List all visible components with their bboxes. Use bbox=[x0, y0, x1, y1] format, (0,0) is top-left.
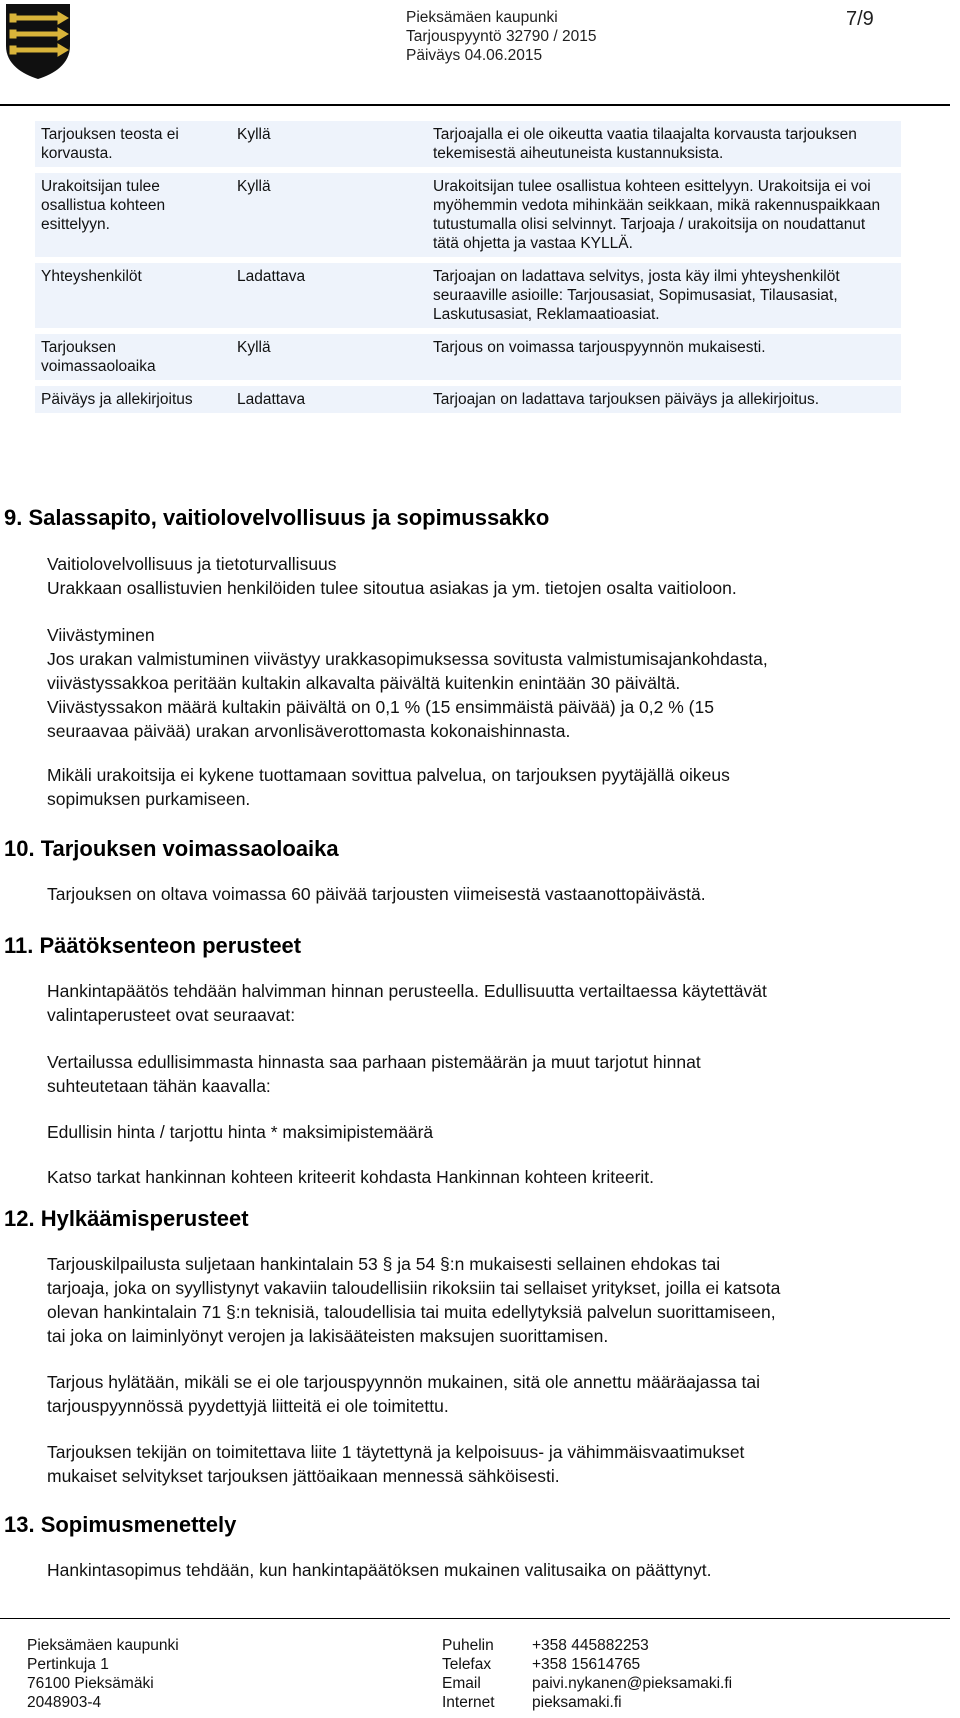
footer-business-id: 2048903-4 bbox=[27, 1694, 102, 1711]
footer-organization: Pieksämäen kaupunki bbox=[27, 1637, 179, 1654]
table-cell-description: Tarjous on voimassa tarjouspyynnön mukaisesti. bbox=[433, 339, 766, 356]
paragraph-line: Tarjouksen tekijän on toimitettava liite 1 täytettynä ja kelpoisuus- ja vähimmäisvaatimukset bbox=[47, 1442, 745, 1462]
paragraph-line: suhteutetaan tähän kaavalla: bbox=[47, 1076, 271, 1096]
paragraph-line: olevan hankintalain 71 §:n teknisiä, taloudellisia tai muita edellytyksiä palvelun suorittamiseen, bbox=[47, 1302, 776, 1322]
table-cell-type: Kyllä bbox=[237, 126, 271, 143]
section-12-paragraph-3 bbox=[47, 1440, 937, 1488]
table-row bbox=[35, 386, 901, 413]
paragraph-line: Jos urakan valmistuminen viivästyy urakkasopimuksessa sovitusta valmistumisajankohdasta, bbox=[47, 649, 768, 669]
section-9-heading: 9. Salassapito, vaitiolovelvollisuus ja sopimussakko bbox=[4, 505, 550, 530]
table-cell-type: Ladattava bbox=[237, 268, 306, 285]
section-11-paragraph-3 bbox=[47, 1165, 937, 1189]
footer-label-phone: Puhelin bbox=[442, 1637, 494, 1654]
paragraph-line: Tarjouksen on oltava voimassa 60 päivää tarjousten viimeisestä vastaanottopäivästä. bbox=[47, 884, 706, 904]
paragraph-line: Mikäli urakoitsija ei kykene tuottamaan sovittua palvelua, on tarjouksen pyytäjällä oikeus bbox=[47, 765, 730, 785]
table-row bbox=[35, 121, 901, 167]
table-cell-description: Tarjoajan on ladattava selvitys, josta käy ilmi yhteyshenkilöt seuraaville asioille: Tarjousasiat, Sopimusasiat, Tilausasiat, Laskutusasiat, Reklamaatioasiat. bbox=[433, 268, 840, 323]
section-9-delay-paragraph bbox=[47, 623, 937, 743]
footer-phone: +358 445882253 bbox=[532, 1637, 649, 1654]
footer-divider bbox=[0, 1618, 950, 1619]
city-crest-logo bbox=[4, 2, 72, 80]
section-9-termination-paragraph bbox=[47, 763, 937, 811]
footer-street: Pertinkuja 1 bbox=[27, 1656, 109, 1673]
document-header bbox=[406, 8, 596, 65]
footer-label-internet: Internet bbox=[442, 1694, 495, 1711]
section-11-paragraph-2 bbox=[47, 1050, 937, 1098]
table-cell-requirement: Tarjouksen teosta ei korvausta. bbox=[41, 126, 179, 162]
footer-contact-labels bbox=[442, 1636, 495, 1712]
page-number: 7/9 bbox=[846, 8, 874, 30]
section-11-paragraph-1 bbox=[47, 979, 937, 1027]
table-cell-requirement: Tarjouksen voimassaoloaika bbox=[41, 339, 156, 375]
requirements-table bbox=[35, 121, 901, 419]
footer-label-fax: Telefax bbox=[442, 1656, 492, 1673]
paragraph-line: Viivästyssakon määrä kultakin päivältä on 0,1 % (15 ensimmäistä päivää) ja 0,2 % (15 bbox=[47, 697, 714, 717]
header-organization: Pieksämäen kaupunki bbox=[406, 9, 558, 26]
footer-website-link[interactable]: pieksamaki.fi bbox=[532, 1694, 622, 1711]
table-cell-type: Kyllä bbox=[237, 178, 271, 195]
table-row bbox=[35, 173, 901, 257]
table-cell-requirement: Päiväys ja allekirjoitus bbox=[41, 391, 193, 408]
paragraph-line: Edullisin hinta / tarjottu hinta * maksimipistemäärä bbox=[47, 1122, 434, 1142]
paragraph-line: Vaitiolovelvollisuus ja tietoturvallisuus bbox=[47, 554, 337, 574]
table-cell-requirement: Urakoitsijan tulee osallistua kohteen esittelyyn. bbox=[41, 178, 166, 233]
paragraph-line: Hankintasopimus tehdään, kun hankintapäätöksen mukainen valitusaika on päättynyt. bbox=[47, 1560, 712, 1580]
paragraph-line: tarjouspyynnössä pyydettyjä liitteitä ei ole toimitettu. bbox=[47, 1396, 449, 1416]
paragraph-line: valintaperusteet ovat seuraavat: bbox=[47, 1005, 296, 1025]
paragraph-line: tai joka on laiminlyönyt verojen ja lakisääteisten maksujen suorittamisen. bbox=[47, 1326, 609, 1346]
footer-address bbox=[27, 1636, 179, 1712]
footer-postal: 76100 Pieksämäki bbox=[27, 1675, 154, 1692]
table-row bbox=[35, 263, 901, 328]
header-date: Päiväys 04.06.2015 bbox=[406, 47, 543, 64]
paragraph-line: viivästyssakkoa peritään kultakin alkavalta päivältä kuitenkin enintään 30 päivältä. bbox=[47, 673, 681, 693]
section-13-heading: 13. Sopimusmenettely bbox=[4, 1512, 237, 1537]
section-9-confidentiality-paragraph bbox=[47, 552, 937, 600]
table-cell-type: Kyllä bbox=[237, 339, 271, 356]
paragraph-line: seuraavaa päivää) urakan arvonlisäverottomasta kokonaishinnasta. bbox=[47, 721, 571, 741]
footer-email-link[interactable]: paivi.nykanen@pieksamaki.fi bbox=[532, 1675, 733, 1692]
table-cell-description: Tarjoajan on ladattava tarjouksen päiväys ja allekirjoitus. bbox=[433, 391, 819, 408]
paragraph-line: Viivästyminen bbox=[47, 625, 155, 645]
table-cell-type: Ladattava bbox=[237, 391, 306, 408]
footer-fax: +358 15614765 bbox=[532, 1656, 641, 1673]
section-10-paragraph bbox=[47, 882, 937, 906]
header-reference: Tarjouspyyntö 32790 / 2015 bbox=[406, 28, 597, 45]
table-row bbox=[35, 334, 901, 380]
paragraph-line: Tarjous hylätään, mikäli se ei ole tarjouspyynnön mukainen, sitä ole annettu määräajassa tai bbox=[47, 1372, 761, 1392]
section-10-heading: 10. Tarjouksen voimassaoloaika bbox=[4, 836, 339, 861]
paragraph-line: sopimuksen purkamiseen. bbox=[47, 789, 251, 809]
paragraph-line: Katso tarkat hankinnan kohteen kriteerit kohdasta Hankinnan kohteen kriteerit. bbox=[47, 1167, 655, 1187]
table-cell-requirement: Yhteyshenkilöt bbox=[41, 268, 142, 285]
footer-label-email: Email bbox=[442, 1675, 481, 1692]
section-12-heading: 12. Hylkäämisperusteet bbox=[4, 1206, 249, 1231]
section-13-paragraph bbox=[47, 1558, 937, 1582]
paragraph-line: Hankintapäätös tehdään halvimman hinnan perusteella. Edullisuutta vertailtaessa käytettävät bbox=[47, 981, 767, 1001]
footer-contact-values bbox=[532, 1636, 732, 1712]
table-cell-description: Urakoitsijan tulee osallistua kohteen esittelyyn. Urakoitsija ei voi myöhemmin vedota mihinkään seikkaan, mikä rakennuspaikkaan tutustumalla olisi selvinnyt. Tarjoaja / urakoitsija on noudattanut tätä ohjetta ja vastaa KYLLÄ. bbox=[433, 178, 881, 252]
header-divider bbox=[0, 104, 950, 106]
section-11-formula bbox=[47, 1120, 937, 1144]
paragraph-line: Tarjouskilpailusta suljetaan hankintalain 53 § ja 54 §:n mukaisesti sellainen ehdokas tai bbox=[47, 1254, 721, 1274]
paragraph-line: Vertailussa edullisimmasta hinnasta saa parhaan pistemäärän ja muut tarjotut hinnat bbox=[47, 1052, 701, 1072]
paragraph-line: mukaiset selvitykset tarjouksen jättöaikaan mennessä sähköisesti. bbox=[47, 1466, 560, 1486]
section-12-paragraph-2 bbox=[47, 1370, 937, 1418]
section-11-heading: 11. Päätöksenteon perusteet bbox=[4, 933, 302, 958]
section-12-paragraph-1 bbox=[47, 1252, 937, 1348]
table-cell-description: Tarjoajalla ei ole oikeutta vaatia tilaajalta korvausta tarjouksen tekemisestä aiheutuneista kustannuksista. bbox=[433, 126, 857, 162]
paragraph-line: tarjoaja, joka on syyllistynyt vakaviin taloudellisiin rikoksiin tai sellaiset yritykset, joilla ei katsota bbox=[47, 1278, 781, 1298]
paragraph-line: Urakkaan osallistuvien henkilöiden tulee sitoutua asiakas ja ym. tietojen osalta vaitioloon. bbox=[47, 578, 737, 598]
